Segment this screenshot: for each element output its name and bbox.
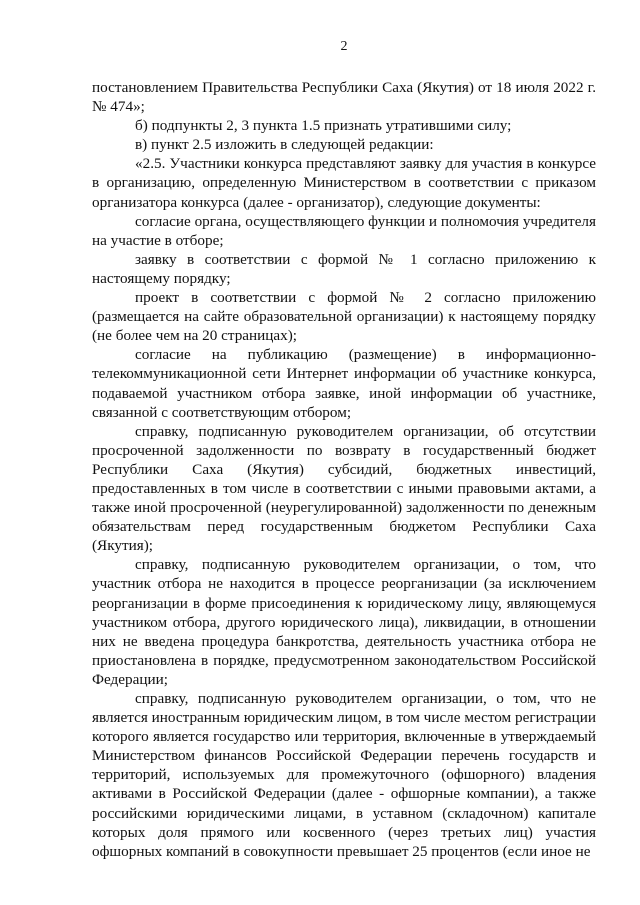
paragraph-continuation: постановлением Правительства Республики Саха (Якутия) от 18 июля 2022 г. № 474»; (92, 79, 596, 116)
paragraph-consent-founder: согласие органа, осуществляющего функции и полномочия учредителя на участие в отборе; (92, 212, 596, 249)
document-body (92, 78, 596, 861)
paragraph-certificate-reorganization: справку, подписанную руководителем организации, о том, что участник отбора не находится в процессе реорганизации (за исключением реорганизации в форме присоединения к юридическому лицу, являющемуся участником отбора, другого юридического лица), ликвидации, в отношении них не введена процедура банкротства, деятельность участника отбора не приостановлена в порядке, предусмотренном законодательством Российской Федерации; (92, 556, 596, 688)
paragraph-certificate-debt: справку, подписанную руководителем организации, об отсутствии просроченной задолженности по возврату в государственный бюджет Республики Саха (Якутия) субсидий, бюджетных инвестиций, предоставленных в том числе в соответствии с иными правовыми актами, а также иной просроченной (неурегулированной) задолженности по денежным обязательствам перед государственным бюджетом Республики Саха (Якутия); (92, 422, 596, 555)
page-number: 2 (340, 39, 348, 54)
paragraph-consent-publication: согласие на публикацию (размещение) в информационно-телекоммуникационной сети Интернет информации об участнике конкурса, подаваемой участником отбора заявке, иной информации об участнике, связанной с соответствующим отбором; (92, 346, 596, 421)
paragraph-subitem-b: б) подпункты 2, 3 пункта 1.5 признать утратившими силу; (135, 117, 512, 135)
paragraph-project-form-2: проект в соответствии с формой № 2 согласно приложению (размещается на сайте образовательной организации) к настоящему порядку (не более чем на 20 страницах); (92, 289, 596, 345)
paragraph-clause-2-5: «2.5. Участники конкурса представляют заявку для участия в конкурсе в организацию, определенную Министерством в соответствии с приказом организатора конкурса (далее - организатор), следующие документы: (92, 155, 596, 211)
paragraph-certificate-offshore: справку, подписанную руководителем организации, о том, что не является иностранным юридическим лицом, в том числе местом регистрации которого является государство или территория, включенные в утверждаемый Министерством финансов Российской Федерации перечень государств и территорий, используемых для промежуточного (офшорного) владения активами в Российской Федерации (далее - офшорные компании), а также российскими юридическими лицами, в уставном (складочном) капитале которых доля прямого или косвенного (через третьих лиц) участия офшорных компаний в совокупности превышает 25 процентов (если иное не (92, 690, 596, 860)
paragraph-subitem-v: в) пункт 2.5 изложить в следующей редакции: (135, 136, 434, 154)
paragraph-application-form-1: заявку в соответствии с формой № 1 согласно приложению к настоящему порядку; (92, 250, 596, 287)
